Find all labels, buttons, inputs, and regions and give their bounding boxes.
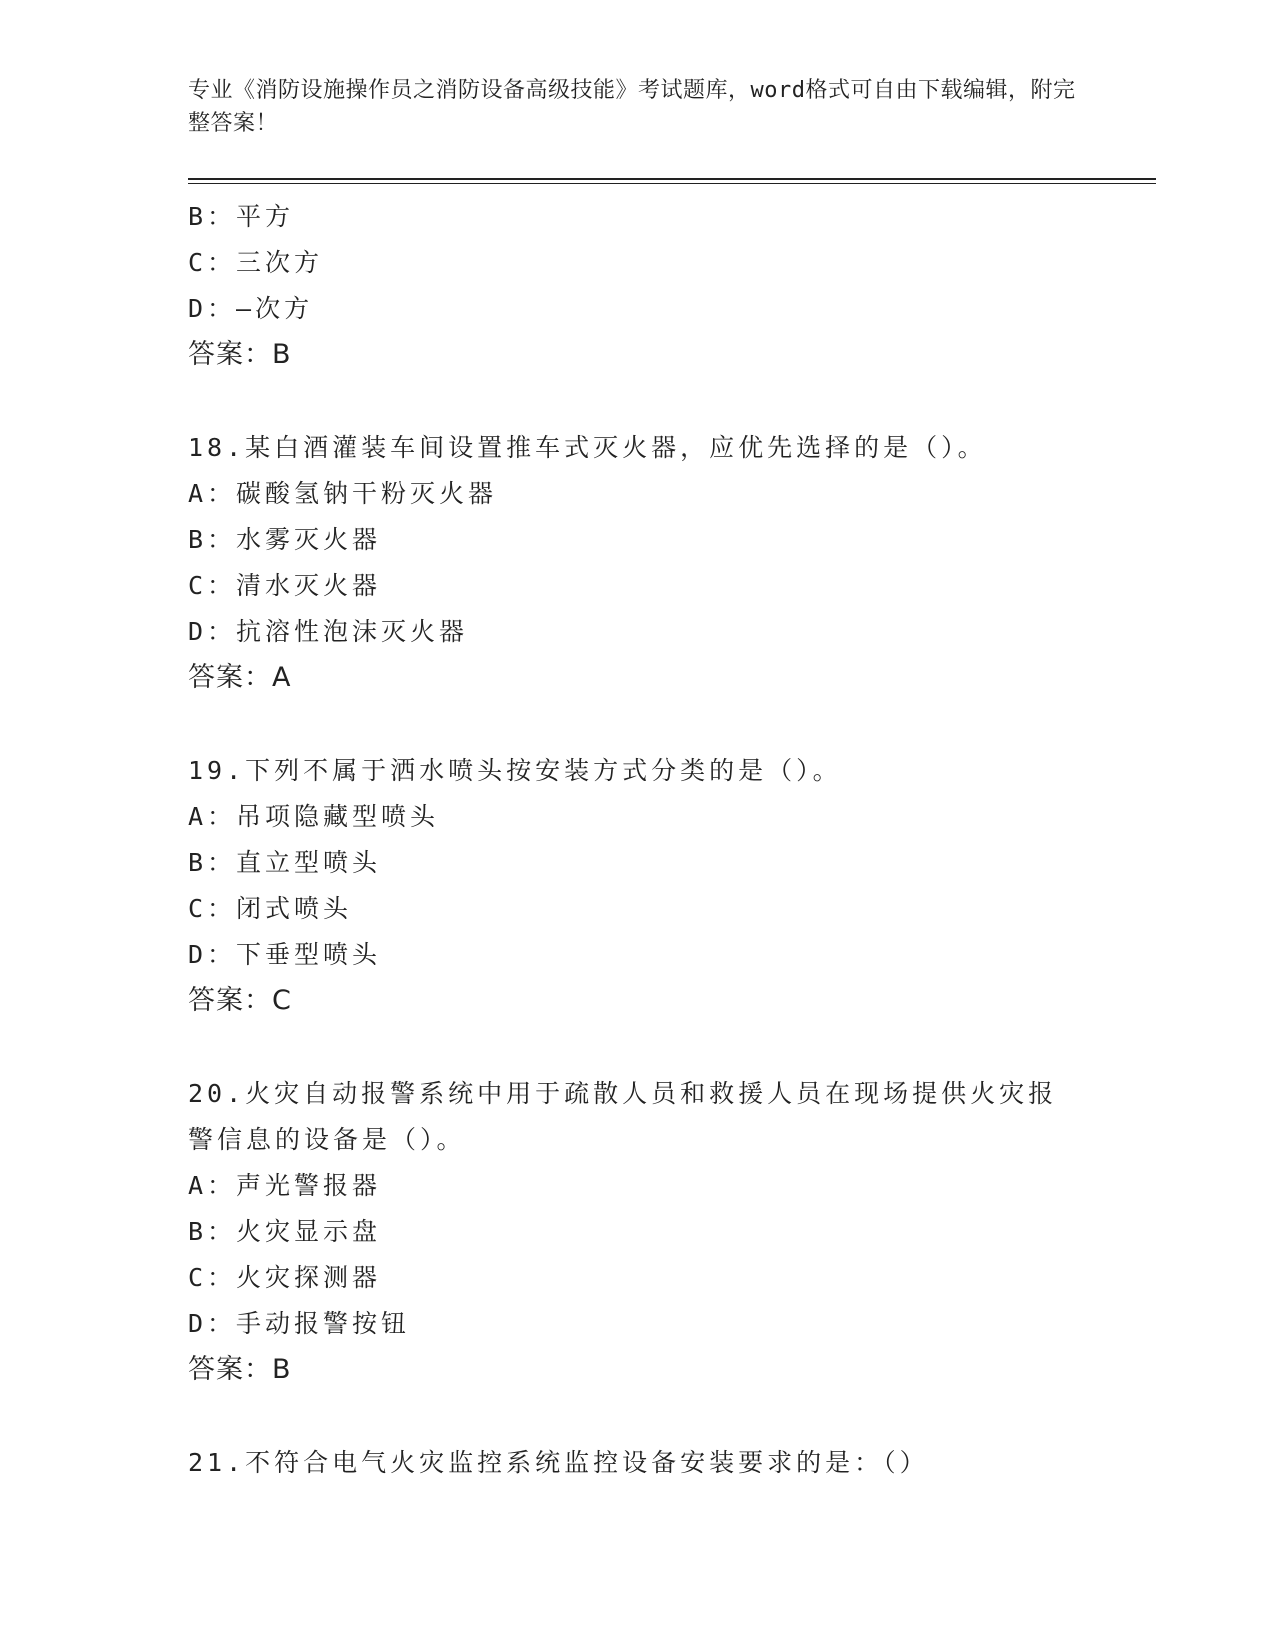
partial-question-17 (188, 194, 1088, 378)
answer: 答案：B (188, 1354, 292, 1385)
question-text: 20.火灾自动报警系统中用于疏散人员和救援人员在现场提供火灾报警信息的设备是（）。 (188, 1079, 1058, 1154)
question-text: 19.下列不属于洒水喷头按安装方式分类的是（）。 (188, 756, 842, 785)
option-b: B：水雾灭火器 (188, 525, 382, 554)
option-d: D：—次方 (188, 294, 314, 323)
question-20 (188, 1071, 1088, 1393)
option-b: B：直立型喷头 (188, 848, 382, 877)
question-list (188, 194, 1088, 1486)
answer: 答案：B (188, 339, 292, 370)
question-21 (188, 1440, 1088, 1486)
question-text: 21.不符合电气火灾监控系统监控设备安装要求的是：（） (188, 1448, 929, 1477)
option-d: D：下垂型喷头 (188, 940, 382, 969)
option-a: A：碳酸氢钠干粉灭火器 (188, 479, 498, 508)
option-d: D：抗溶性泡沫灭火器 (188, 617, 469, 646)
question-18 (188, 425, 1088, 701)
option-b: B：火灾显示盘 (188, 1217, 382, 1246)
option-a: A：吊项隐藏型喷头 (188, 802, 440, 831)
header-divider-thin (188, 183, 1156, 184)
option-c: C：闭式喷头 (188, 894, 353, 923)
option-c: C：清水灭火器 (188, 571, 382, 600)
option-a: A：声光警报器 (188, 1171, 382, 1200)
option-d: D：手动报警按钮 (188, 1309, 411, 1338)
document-header: 专业《消防设施操作员之消防设备高级技能》考试题库，word格式可自由下载编辑，附完整答案！ (188, 78, 1076, 136)
question-19 (188, 748, 1088, 1024)
option-c: C：三次方 (188, 248, 324, 277)
answer: 答案：A (188, 662, 292, 693)
option-b: B：平方 (188, 202, 295, 231)
option-c: C：火灾探测器 (188, 1263, 382, 1292)
header-divider-thick (188, 178, 1156, 180)
question-text: 18.某白酒灌装车间设置推车式灭火器，应优先选择的是（）。 (188, 433, 987, 462)
answer: 答案：C (188, 985, 292, 1016)
